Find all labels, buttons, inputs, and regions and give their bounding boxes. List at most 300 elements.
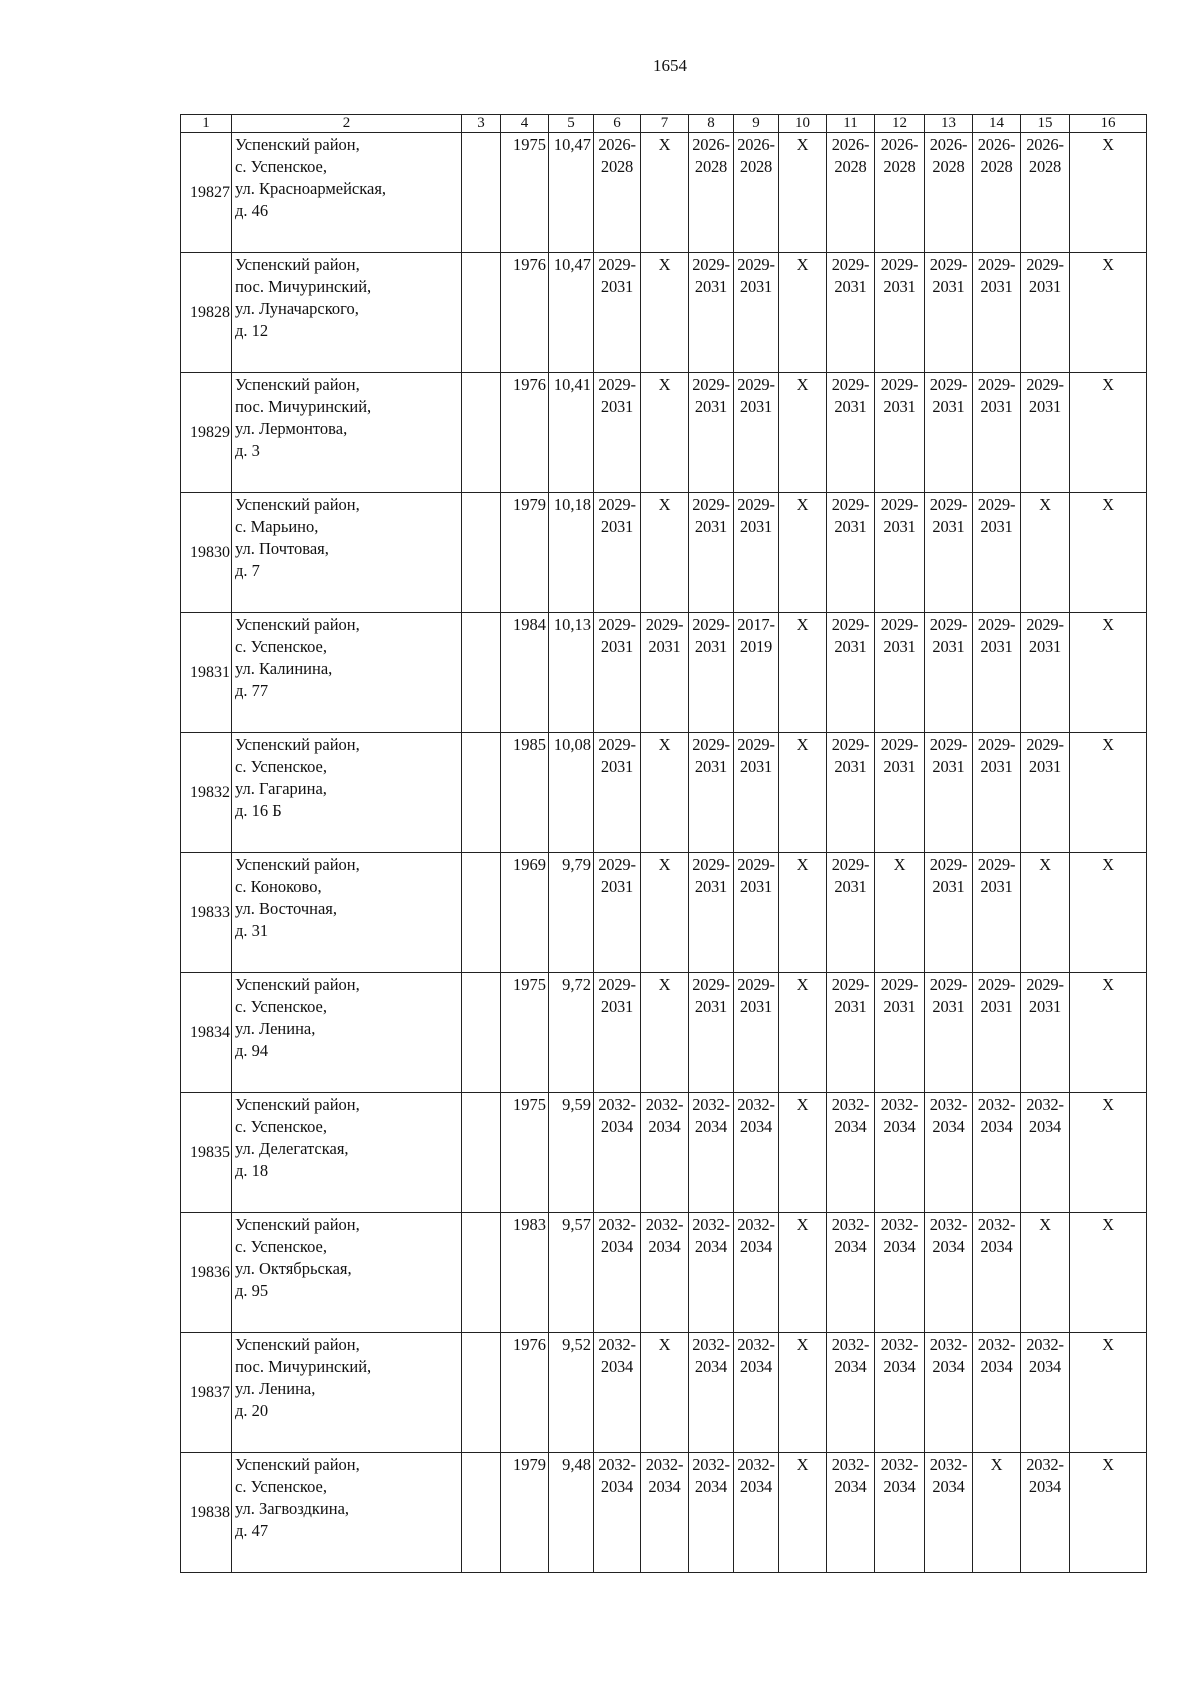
- period-part: 2029-: [831, 735, 870, 754]
- period-part: 2031: [600, 877, 634, 896]
- period-cell-col-11: [827, 733, 875, 853]
- period-cell-col-11: [827, 133, 875, 253]
- address-cell: [232, 853, 462, 973]
- period-part: 2029-: [880, 375, 919, 394]
- period-part: 2032-: [1026, 1335, 1064, 1354]
- address-line: Успенский район,: [235, 1095, 360, 1114]
- period-cell-col-15: [1021, 733, 1070, 853]
- period-cell-col-14: [973, 853, 1021, 973]
- year-built-cell: 1979: [501, 493, 549, 613]
- column-header-6: 6: [594, 115, 641, 133]
- table-row: [181, 973, 1147, 1093]
- address-line: с. Успенское,: [235, 637, 327, 656]
- year-built-cell: 1985: [501, 733, 549, 853]
- period-part: 2031: [694, 757, 728, 776]
- period-part: 2034: [648, 1237, 681, 1256]
- period-part: 2029-: [1026, 975, 1064, 994]
- period-part: X: [658, 1335, 671, 1354]
- record-number: 19834: [181, 973, 232, 1093]
- period-part: 2031: [600, 397, 634, 416]
- column-3-cell: [462, 253, 501, 373]
- period-cell-col-9: [734, 253, 779, 373]
- period-part: 2031: [883, 997, 916, 1016]
- period-cell-col-16: [1070, 1093, 1147, 1213]
- period-cell-col-7: [641, 1333, 689, 1453]
- period-part: 2032-: [977, 1095, 1016, 1114]
- period-part: 2031: [932, 997, 965, 1016]
- period-cell-col-14: [973, 733, 1021, 853]
- table-row: [181, 373, 1147, 493]
- period-cell-col-15: [1021, 613, 1070, 733]
- column-3-cell: [462, 613, 501, 733]
- period-cell-col-9: [734, 1093, 779, 1213]
- address-cell: [232, 973, 462, 1093]
- period-part: 2031: [1028, 997, 1062, 1016]
- address-line: ул. Октябрьская,: [235, 1259, 352, 1278]
- period-part: 2031: [739, 397, 773, 416]
- address-line: с. Успенское,: [235, 757, 327, 776]
- period-cell-col-7: [641, 853, 689, 973]
- period-part: 2031: [834, 757, 867, 776]
- period-part: 2032-: [692, 1095, 730, 1114]
- period-part: 2029-: [977, 615, 1016, 634]
- period-part: 2034: [980, 1237, 1013, 1256]
- period-part: X: [796, 615, 809, 634]
- period-part: 2031: [883, 397, 916, 416]
- period-part: 2031: [834, 997, 867, 1016]
- year-built-cell: 1983: [501, 1213, 549, 1333]
- period-part: 2031: [883, 277, 916, 296]
- address-line: ул. Ленина,: [235, 1019, 316, 1038]
- period-part: 2017-: [737, 615, 775, 634]
- period-cell-col-13: [925, 373, 973, 493]
- period-cell-col-7: [641, 133, 689, 253]
- period-part: 2034: [932, 1237, 965, 1256]
- period-part: 2031: [1028, 277, 1062, 296]
- address-cell: [232, 493, 462, 613]
- period-part: 2029-: [737, 735, 775, 754]
- period-cell-col-12: [875, 733, 925, 853]
- period-part: 2031: [739, 517, 773, 536]
- period-cell-col-7: [641, 1453, 689, 1573]
- column-number-row: [181, 115, 1147, 133]
- period-part: X: [1102, 255, 1114, 274]
- period-part: 2029-: [880, 495, 919, 514]
- value-cell: 9,79: [549, 853, 594, 973]
- period-cell-col-9: [734, 373, 779, 493]
- period-part: 2028: [883, 157, 916, 176]
- address-line: ул. Делегатская,: [235, 1139, 349, 1158]
- period-cell-col-10: [779, 613, 827, 733]
- period-cell-col-16: [1070, 253, 1147, 373]
- period-part: 2032-: [598, 1335, 636, 1354]
- address-line: ул. Загвоздкина,: [235, 1499, 350, 1518]
- period-part: 2032-: [1026, 1455, 1064, 1474]
- period-part: 2029-: [977, 855, 1016, 874]
- period-cell-col-7: [641, 613, 689, 733]
- period-cell-col-8: [689, 1213, 734, 1333]
- period-part: 2034: [694, 1117, 728, 1136]
- table-row: [181, 613, 1147, 733]
- record-number: 19838: [181, 1453, 232, 1573]
- period-part: 2032-: [880, 1095, 919, 1114]
- address-line: д. 31: [235, 921, 269, 940]
- value-cell: 10,18: [549, 493, 594, 613]
- period-part: 2031: [600, 637, 634, 656]
- period-cell-col-10: [779, 493, 827, 613]
- address-line: Успенский район,: [235, 615, 360, 634]
- period-cell-col-11: [827, 1213, 875, 1333]
- address-cell: [232, 1093, 462, 1213]
- period-part: 2034: [739, 1237, 773, 1256]
- year-built-cell: 1975: [501, 133, 549, 253]
- period-part: 2031: [883, 517, 916, 536]
- period-cell-col-14: [973, 373, 1021, 493]
- period-part: 2031: [980, 997, 1013, 1016]
- period-cell-col-6: [594, 1333, 641, 1453]
- period-cell-col-15: [1021, 1213, 1070, 1333]
- period-cell-col-10: [779, 853, 827, 973]
- period-part: 2031: [1028, 637, 1062, 656]
- address-line: с. Успенское,: [235, 1237, 327, 1256]
- period-cell-col-10: [779, 1453, 827, 1573]
- period-part: 2029-: [737, 495, 775, 514]
- period-part: 2029-: [831, 375, 870, 394]
- period-part: 2031: [834, 277, 867, 296]
- period-cell-col-15: [1021, 853, 1070, 973]
- address-line: ул. Калинина,: [235, 659, 333, 678]
- period-part: 2032-: [831, 1095, 870, 1114]
- period-part: X: [658, 975, 671, 994]
- period-cell-col-16: [1070, 733, 1147, 853]
- period-part: 2029-: [977, 375, 1016, 394]
- period-cell-col-6: [594, 973, 641, 1093]
- address-line: пос. Мичуринский,: [235, 397, 372, 416]
- period-part: X: [796, 495, 809, 514]
- period-cell-col-10: [779, 1213, 827, 1333]
- period-part: 2034: [834, 1237, 867, 1256]
- period-part: 2031: [600, 277, 634, 296]
- period-cell-col-12: [875, 1093, 925, 1213]
- address-line: д. 16 Б: [235, 801, 282, 820]
- address-line: с. Марьино,: [235, 517, 319, 536]
- period-cell-col-8: [689, 1453, 734, 1573]
- period-part: 2019: [739, 637, 773, 656]
- period-cell-col-16: [1070, 1333, 1147, 1453]
- record-number: 19831: [181, 613, 232, 733]
- period-cell-col-14: [973, 133, 1021, 253]
- address-line: д. 77: [235, 681, 269, 700]
- period-part: 2031: [739, 277, 773, 296]
- period-part: X: [1102, 495, 1114, 514]
- value-cell: 9,59: [549, 1093, 594, 1213]
- address-cell: [232, 1213, 462, 1333]
- period-part: 2028: [980, 157, 1013, 176]
- period-cell-col-12: [875, 613, 925, 733]
- period-part: 2031: [980, 877, 1013, 896]
- period-part: 2034: [980, 1117, 1013, 1136]
- period-part: 2031: [694, 397, 728, 416]
- period-part: 2031: [932, 757, 965, 776]
- table-row: [181, 493, 1147, 613]
- period-cell-col-16: [1070, 853, 1147, 973]
- address-line: Успенский район,: [235, 375, 360, 394]
- period-cell-col-13: [925, 733, 973, 853]
- period-cell-col-6: [594, 373, 641, 493]
- period-part: 2032-: [598, 1215, 636, 1234]
- period-part: 2032-: [737, 1095, 775, 1114]
- period-cell-col-16: [1070, 1453, 1147, 1573]
- period-part: 2029-: [598, 375, 636, 394]
- period-part: 2029-: [929, 855, 968, 874]
- address-cell: [232, 373, 462, 493]
- period-part: X: [658, 855, 671, 874]
- period-part: 2031: [980, 397, 1013, 416]
- period-part: 2029-: [977, 975, 1016, 994]
- period-cell-col-12: [875, 133, 925, 253]
- period-part: 2029-: [977, 735, 1016, 754]
- period-part: 2029-: [880, 615, 919, 634]
- period-part: 2029-: [977, 495, 1016, 514]
- period-part: X: [796, 255, 809, 274]
- period-part: 2034: [932, 1477, 965, 1496]
- year-built-cell: 1979: [501, 1453, 549, 1573]
- period-cell-col-8: [689, 133, 734, 253]
- period-part: 2032-: [692, 1335, 730, 1354]
- year-built-cell: 1984: [501, 613, 549, 733]
- period-cell-col-16: [1070, 493, 1147, 613]
- table-row: [181, 853, 1147, 973]
- period-cell-col-12: [875, 373, 925, 493]
- period-cell-col-16: [1070, 133, 1147, 253]
- table-row: [181, 1333, 1147, 1453]
- period-part: 2034: [600, 1477, 634, 1496]
- period-cell-col-8: [689, 493, 734, 613]
- period-part: 2031: [739, 997, 773, 1016]
- period-part: 2032-: [977, 1215, 1016, 1234]
- period-cell-col-15: [1021, 493, 1070, 613]
- period-cell-col-9: [734, 1213, 779, 1333]
- period-cell-col-13: [925, 613, 973, 733]
- column-3-cell: [462, 1213, 501, 1333]
- period-part: 2034: [600, 1237, 634, 1256]
- period-part: 2029-: [692, 495, 730, 514]
- period-part: X: [796, 1215, 809, 1234]
- period-part: 2034: [883, 1357, 916, 1376]
- column-header-12: 12: [875, 115, 925, 133]
- column-header-13: 13: [925, 115, 973, 133]
- period-cell-col-7: [641, 973, 689, 1093]
- period-part: 2029-: [645, 615, 684, 634]
- period-cell-col-13: [925, 1093, 973, 1213]
- period-part: 2032-: [929, 1215, 968, 1234]
- period-cell-col-10: [779, 733, 827, 853]
- period-part: 2034: [694, 1477, 728, 1496]
- value-cell: 10,13: [549, 613, 594, 733]
- value-cell: 10,08: [549, 733, 594, 853]
- period-part: X: [1102, 735, 1114, 754]
- period-part: 2029-: [929, 975, 968, 994]
- period-cell-col-15: [1021, 1333, 1070, 1453]
- column-header-8: 8: [689, 115, 734, 133]
- value-cell: 9,57: [549, 1213, 594, 1333]
- year-built-cell: 1976: [501, 373, 549, 493]
- period-part: 2026-: [1026, 135, 1064, 154]
- address-line: д. 47: [235, 1521, 269, 1540]
- period-part: X: [658, 375, 671, 394]
- address-line: д. 18: [235, 1161, 269, 1180]
- period-part: 2029-: [598, 615, 636, 634]
- period-part: 2028: [1028, 157, 1062, 176]
- period-part: 2034: [883, 1117, 916, 1136]
- period-cell-col-14: [973, 973, 1021, 1093]
- address-line: ул. Гагарина,: [235, 779, 327, 798]
- period-part: 2029-: [831, 615, 870, 634]
- period-cell-col-12: [875, 253, 925, 373]
- period-cell-col-13: [925, 1213, 973, 1333]
- year-built-cell: 1969: [501, 853, 549, 973]
- period-part: 2031: [600, 997, 634, 1016]
- period-cell-col-7: [641, 493, 689, 613]
- period-part: 2034: [1028, 1357, 1062, 1376]
- address-line: д. 7: [235, 561, 260, 580]
- period-part: 2032-: [598, 1095, 636, 1114]
- period-part: 2034: [883, 1477, 916, 1496]
- period-part: 2029-: [880, 735, 919, 754]
- period-cell-col-8: [689, 253, 734, 373]
- address-line: с. Успенское,: [235, 1117, 327, 1136]
- period-part: 2031: [932, 877, 965, 896]
- period-cell-col-12: [875, 1213, 925, 1333]
- period-part: 2031: [694, 517, 728, 536]
- period-part: X: [1039, 855, 1051, 874]
- period-cell-col-11: [827, 493, 875, 613]
- period-cell-col-12: [875, 973, 925, 1093]
- period-part: 2029-: [929, 375, 968, 394]
- period-part: 2032-: [598, 1455, 636, 1474]
- period-part: X: [990, 1455, 1003, 1474]
- period-part: 2032-: [1026, 1095, 1064, 1114]
- period-cell-col-14: [973, 1093, 1021, 1213]
- period-part: 2034: [834, 1477, 867, 1496]
- period-cell-col-13: [925, 973, 973, 1093]
- address-cell: [232, 613, 462, 733]
- period-cell-col-7: [641, 733, 689, 853]
- column-3-cell: [462, 733, 501, 853]
- period-cell-col-7: [641, 1093, 689, 1213]
- address-line: с. Успенское,: [235, 997, 327, 1016]
- column-3-cell: [462, 973, 501, 1093]
- period-part: X: [658, 735, 671, 754]
- period-part: 2034: [932, 1357, 965, 1376]
- period-cell-col-10: [779, 1333, 827, 1453]
- period-cell-col-9: [734, 613, 779, 733]
- period-cell-col-15: [1021, 973, 1070, 1093]
- period-cell-col-8: [689, 733, 734, 853]
- period-part: 2031: [883, 757, 916, 776]
- period-part: X: [796, 735, 809, 754]
- period-part: 2031: [980, 637, 1013, 656]
- period-cell-col-12: [875, 1453, 925, 1573]
- period-cell-col-10: [779, 253, 827, 373]
- period-part: X: [796, 1455, 809, 1474]
- period-cell-col-15: [1021, 1453, 1070, 1573]
- address-line: ул. Восточная,: [235, 899, 337, 918]
- period-part: 2032-: [880, 1215, 919, 1234]
- period-cell-col-13: [925, 1333, 973, 1453]
- column-3-cell: [462, 373, 501, 493]
- period-part: 2029-: [929, 615, 968, 634]
- period-part: 2029-: [831, 855, 870, 874]
- period-cell-col-13: [925, 133, 973, 253]
- address-line: ул. Красноармейская,: [235, 179, 387, 198]
- record-number: 19828: [181, 253, 232, 373]
- period-cell-col-10: [779, 973, 827, 1093]
- period-part: 2031: [980, 277, 1013, 296]
- period-part: 2026-: [831, 135, 870, 154]
- period-cell-col-8: [689, 1333, 734, 1453]
- period-part: 2032-: [831, 1335, 870, 1354]
- period-part: X: [893, 855, 906, 874]
- period-part: 2029-: [1026, 615, 1064, 634]
- period-part: 2029-: [977, 255, 1016, 274]
- period-cell-col-6: [594, 613, 641, 733]
- period-cell-col-11: [827, 613, 875, 733]
- table-row: [181, 253, 1147, 373]
- address-line: Успенский район,: [235, 855, 360, 874]
- period-part: 2032-: [692, 1215, 730, 1234]
- period-part: 2029-: [737, 255, 775, 274]
- address-line: д. 12: [235, 321, 269, 340]
- period-cell-col-15: [1021, 133, 1070, 253]
- record-number: 19832: [181, 733, 232, 853]
- period-cell-col-11: [827, 1093, 875, 1213]
- period-cell-col-6: [594, 133, 641, 253]
- period-part: 2026-: [598, 135, 636, 154]
- period-part: 2028: [739, 157, 773, 176]
- address-line: Успенский район,: [235, 735, 360, 754]
- column-header-2: 2: [232, 115, 462, 133]
- period-part: 2031: [694, 277, 728, 296]
- period-cell-col-15: [1021, 253, 1070, 373]
- period-part: X: [1102, 135, 1114, 154]
- year-built-cell: 1976: [501, 253, 549, 373]
- value-cell: 10,47: [549, 253, 594, 373]
- period-part: 2034: [1028, 1477, 1062, 1496]
- period-cell-col-7: [641, 373, 689, 493]
- record-number: 19837: [181, 1333, 232, 1453]
- column-header-10: 10: [779, 115, 827, 133]
- address-line: с. Успенское,: [235, 157, 327, 176]
- address-line: Успенский район,: [235, 1215, 360, 1234]
- period-part: 2032-: [977, 1335, 1016, 1354]
- period-part: 2031: [600, 757, 634, 776]
- address-line: ул. Лермонтова,: [235, 419, 348, 438]
- period-part: 2029-: [929, 495, 968, 514]
- table-row: [181, 1093, 1147, 1213]
- value-cell: 9,48: [549, 1453, 594, 1573]
- period-cell-col-6: [594, 1213, 641, 1333]
- address-cell: [232, 253, 462, 373]
- period-part: X: [1039, 1215, 1051, 1234]
- period-part: 2031: [739, 757, 773, 776]
- period-part: 2032-: [737, 1335, 775, 1354]
- period-part: 2029-: [692, 255, 730, 274]
- value-cell: 10,41: [549, 373, 594, 493]
- period-cell-col-14: [973, 493, 1021, 613]
- period-part: 2029-: [929, 255, 968, 274]
- period-cell-col-16: [1070, 613, 1147, 733]
